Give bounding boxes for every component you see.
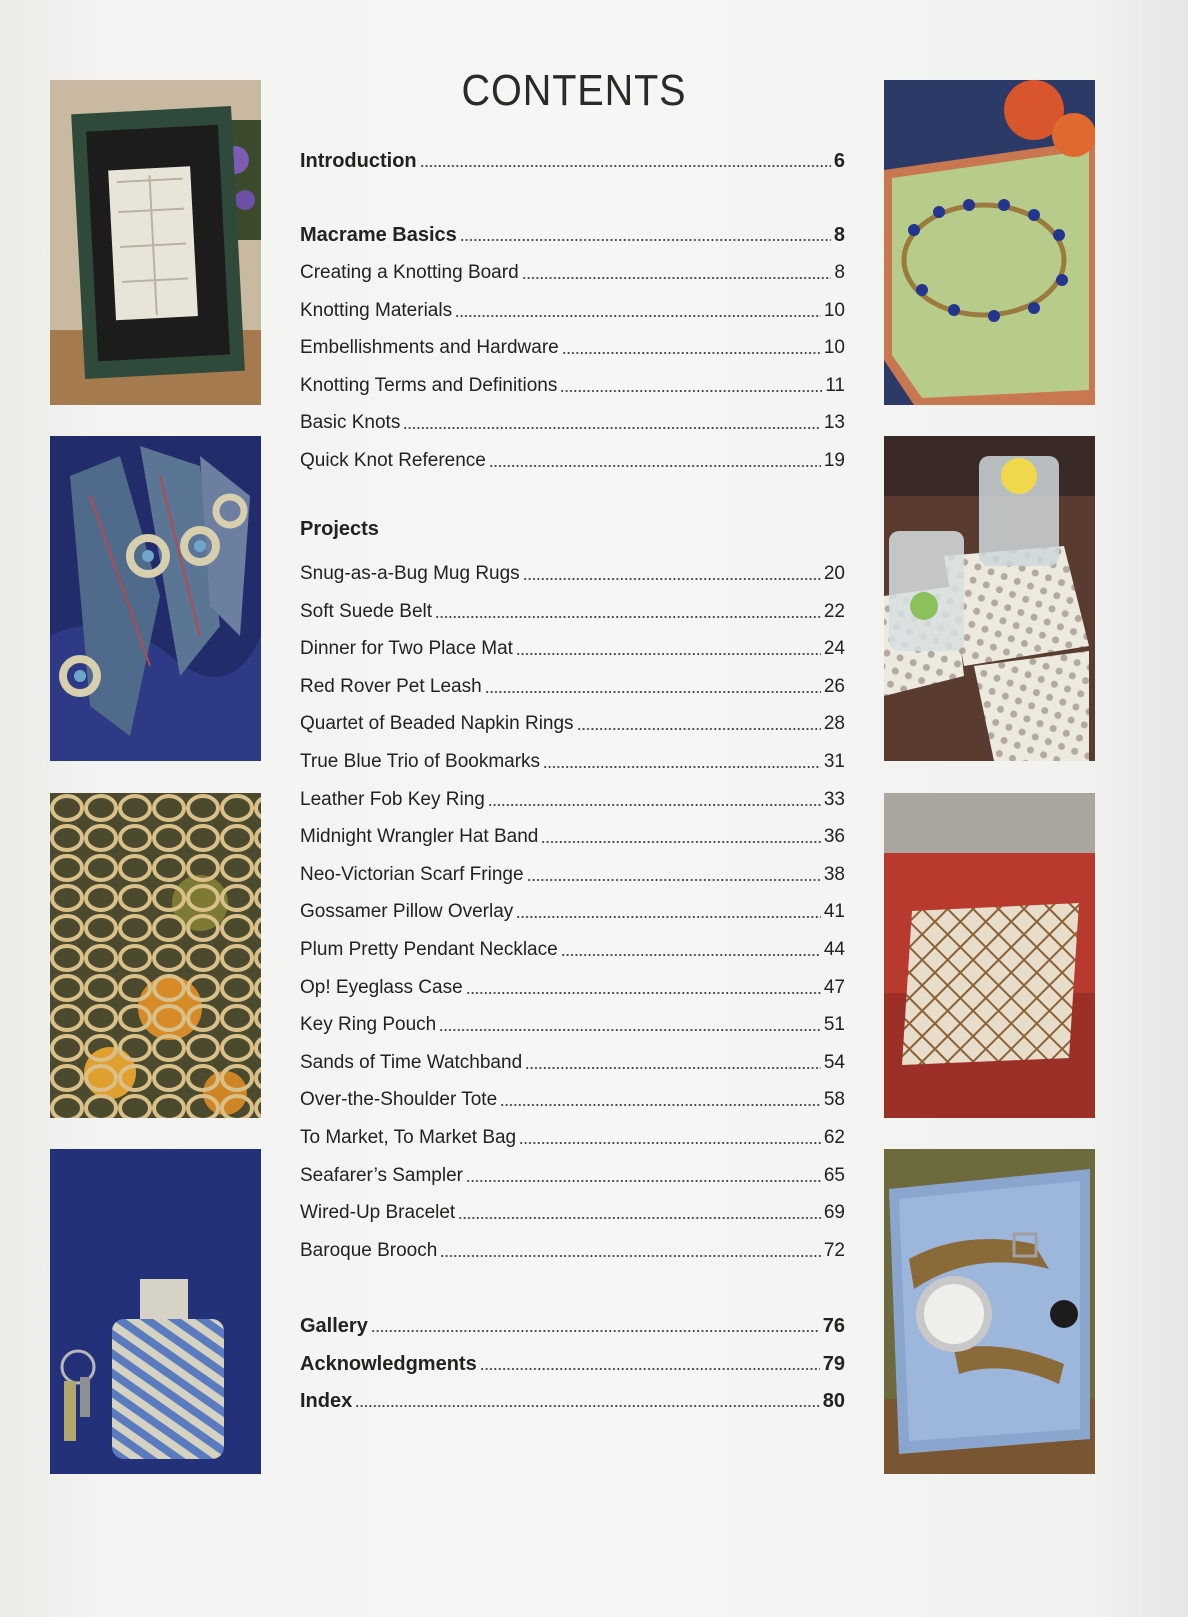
toc-entry[interactable] xyxy=(300,404,845,434)
toc-entry[interactable] xyxy=(300,893,845,923)
toc-entry[interactable] xyxy=(300,254,845,284)
toc-entry-label: Midnight Wrangler Hat Band xyxy=(300,826,539,848)
dot-leader xyxy=(500,1103,821,1107)
toc-entry-label: Basic Knots xyxy=(300,412,401,434)
dot-leader xyxy=(458,1216,821,1220)
toc-entry-label: Gossamer Pillow Overlay xyxy=(300,901,514,923)
toc-entry-label: Macrame Basics xyxy=(300,224,457,246)
toc-entry[interactable] xyxy=(300,593,845,623)
toc-entry-page: 13 xyxy=(823,412,845,434)
toc-entry-page: 31 xyxy=(823,751,845,772)
toc-entry-page: 10 xyxy=(823,337,845,359)
toc-entry[interactable] xyxy=(300,818,845,848)
toc-entry-label: Gallery xyxy=(300,1315,368,1337)
dot-leader xyxy=(403,426,821,430)
photo-key-ring-pouch xyxy=(50,1149,261,1474)
toc-entry-page: 28 xyxy=(823,713,845,735)
toc-entry-page: 47 xyxy=(823,976,845,998)
dot-leader xyxy=(355,1404,820,1408)
toc-entry-label: Op! Eyeglass Case xyxy=(300,976,463,998)
toc-entry-page: 26 xyxy=(823,675,845,697)
toc-entry-label: Plum Pretty Pendant Necklace xyxy=(300,939,558,960)
dot-leader xyxy=(525,1066,821,1070)
toc-entry-page: 65 xyxy=(823,1164,845,1186)
dot-leader xyxy=(420,164,831,168)
toc-entry[interactable] xyxy=(300,1157,845,1187)
toc-entry[interactable] xyxy=(300,1119,845,1149)
toc-entry[interactable] xyxy=(300,367,845,397)
toc-entry-label: Soft Suede Belt xyxy=(300,600,433,622)
toc-entry[interactable] xyxy=(300,1081,845,1111)
dot-leader xyxy=(480,1367,820,1371)
toc-entry-page: 20 xyxy=(823,563,845,584)
toc-entry[interactable] xyxy=(300,1345,845,1375)
dot-leader xyxy=(440,1254,821,1258)
toc-entry-page: 8 xyxy=(834,262,845,283)
dot-leader xyxy=(455,314,821,318)
dot-leader xyxy=(435,615,821,619)
dot-leader xyxy=(560,389,822,393)
dot-leader xyxy=(439,1028,821,1032)
toc-entry-page: 33 xyxy=(823,788,845,810)
dot-leader xyxy=(516,652,821,656)
toc-entry-label: Baroque Brooch xyxy=(300,1239,438,1261)
toc-entry-page: 19 xyxy=(823,450,845,471)
toc-entry-page: 58 xyxy=(823,1089,845,1111)
dot-leader xyxy=(516,915,821,919)
toc-entry-label: Seafarer’s Sampler xyxy=(300,1164,463,1186)
toc-entry-page: 51 xyxy=(823,1014,845,1036)
toc-entry-page: 62 xyxy=(823,1127,845,1148)
toc-entry-label: Creating a Knotting Board xyxy=(300,262,519,283)
dot-leader xyxy=(489,464,821,468)
toc-entry-page: 72 xyxy=(823,1239,845,1261)
dot-leader xyxy=(488,803,821,807)
dot-leader xyxy=(523,577,821,581)
toc-entry-page: 76 xyxy=(822,1315,845,1337)
toc-entry-page: 8 xyxy=(833,224,845,246)
toc-entry-introduction[interactable] xyxy=(300,142,845,172)
toc-entry[interactable] xyxy=(300,1044,845,1074)
toc-entry-page: 38 xyxy=(823,863,845,885)
toc-entry-label: Snug-as-a-Bug Mug Rugs xyxy=(300,563,520,584)
dot-leader xyxy=(466,1179,821,1183)
toc-entry[interactable] xyxy=(300,1382,845,1412)
dot-leader xyxy=(466,991,821,995)
dot-leader xyxy=(543,765,821,769)
toc-entry[interactable] xyxy=(300,856,845,886)
dot-leader xyxy=(485,690,821,694)
toc-entry-label: Quartet of Beaded Napkin Rings xyxy=(300,713,574,735)
dot-leader xyxy=(522,276,832,280)
toc-entry[interactable] xyxy=(300,781,845,811)
toc-entry-label: Leather Fob Key Ring xyxy=(300,788,485,810)
toc-entry-label: Acknowledgments xyxy=(300,1352,477,1375)
dot-leader xyxy=(561,953,821,957)
toc-entry[interactable] xyxy=(300,743,845,773)
toc-entry-label: Introduction xyxy=(300,150,417,172)
toc-entry-page: 41 xyxy=(823,901,845,923)
photo-napkin-rings xyxy=(50,436,261,761)
dot-leader xyxy=(460,238,831,242)
toc-entry[interactable] xyxy=(300,969,845,999)
toc-entry-label: Quick Knot Reference xyxy=(300,450,486,471)
toc-entry-page: 80 xyxy=(822,1390,845,1413)
photo-pillow xyxy=(884,793,1095,1118)
toc-entry-label: To Market, To Market Bag xyxy=(300,1127,517,1148)
toc-entry-label: Key Ring Pouch xyxy=(300,1014,437,1036)
toc-entry[interactable] xyxy=(300,329,845,359)
toc-entry-label: Index xyxy=(300,1390,353,1413)
toc-entry-page: 10 xyxy=(823,299,845,321)
toc-entry-label: Over-the-Shoulder Tote xyxy=(300,1089,498,1111)
dot-leader xyxy=(562,351,821,355)
toc-entry-label: Knotting Materials xyxy=(300,299,453,321)
toc-entry-page: 36 xyxy=(823,826,845,848)
toc-entry-label: Sands of Time Watchband xyxy=(300,1051,523,1073)
toc-entry[interactable] xyxy=(300,1194,845,1224)
dot-leader xyxy=(519,1141,821,1145)
photo-market-bag xyxy=(50,793,261,1118)
dot-leader xyxy=(527,878,821,882)
toc-section-macrame-basics[interactable] xyxy=(300,216,845,246)
toc-entry[interactable] xyxy=(300,705,845,735)
toc-entry-label: Dinner for Two Place Mat xyxy=(300,638,513,660)
toc-entry[interactable] xyxy=(300,442,845,472)
toc-entry-page: 44 xyxy=(823,939,845,960)
toc-entry[interactable] xyxy=(300,931,845,961)
page-title: CONTENTS xyxy=(461,66,687,115)
photo-framed-macrame xyxy=(50,80,261,405)
toc-entry[interactable] xyxy=(300,1232,845,1262)
toc-entry-label: Embellishments and Hardware xyxy=(300,337,559,359)
toc-entry[interactable] xyxy=(300,1006,845,1036)
toc-entry-page: 79 xyxy=(822,1352,845,1375)
toc-entry[interactable] xyxy=(300,630,845,660)
toc-entry[interactable] xyxy=(300,555,845,585)
photo-watchband xyxy=(884,1149,1095,1474)
toc-entry-page: 6 xyxy=(833,150,845,172)
toc-entry-page: 24 xyxy=(823,638,845,660)
toc-entry-label: Red Rover Pet Leash xyxy=(300,675,482,697)
toc-entry-label: True Blue Trio of Bookmarks xyxy=(300,751,541,772)
toc-entry-label: Wired-Up Bracelet xyxy=(300,1202,456,1224)
toc-entry-label: Neo-Victorian Scarf Fringe xyxy=(300,863,524,885)
toc-entry[interactable] xyxy=(300,292,845,322)
dot-leader xyxy=(541,840,821,844)
toc-entry-page: 22 xyxy=(823,600,845,622)
toc-entry[interactable] xyxy=(300,668,845,698)
toc-entry-label: Knotting Terms and Definitions xyxy=(300,374,558,396)
dot-leader xyxy=(371,1329,820,1333)
photo-mug-rugs xyxy=(884,436,1095,761)
toc-entry[interactable] xyxy=(300,1307,845,1337)
toc-entry-page: 54 xyxy=(823,1051,845,1073)
photo-beaded-bracelet xyxy=(884,80,1095,405)
toc-heading-projects: Projects xyxy=(300,518,379,540)
toc-entry-page: 11 xyxy=(825,374,845,396)
dot-leader xyxy=(577,727,821,731)
toc-entry-page: 69 xyxy=(823,1202,845,1224)
